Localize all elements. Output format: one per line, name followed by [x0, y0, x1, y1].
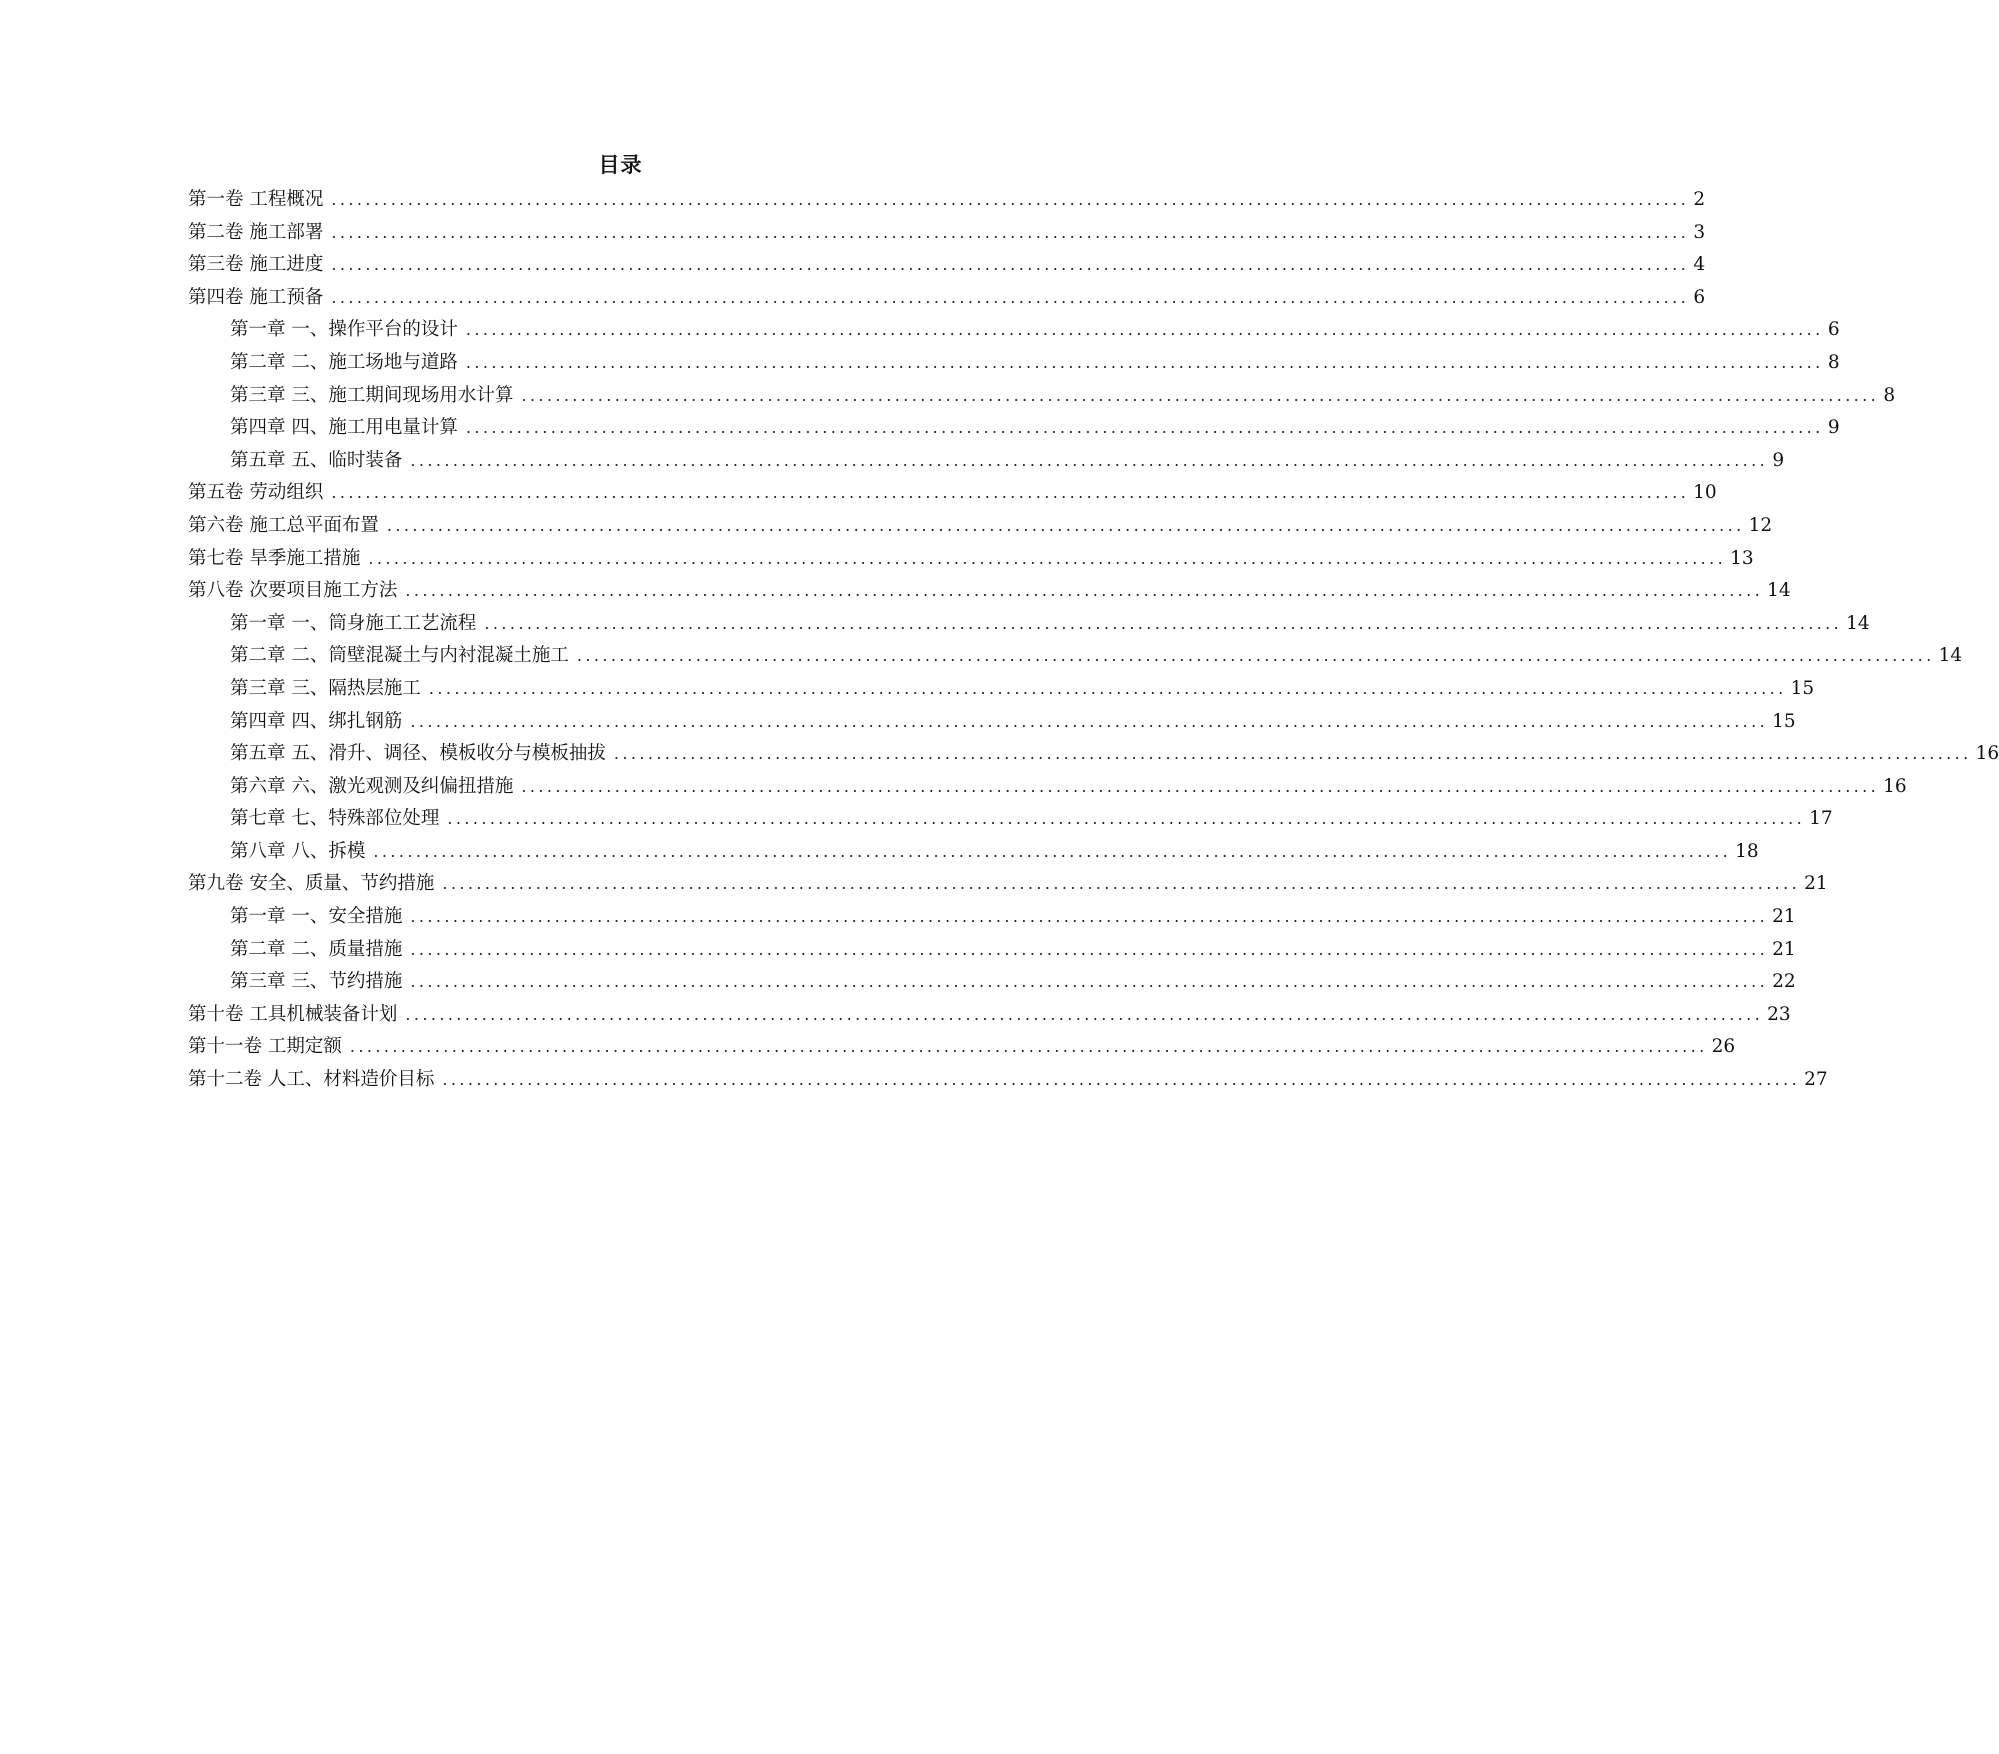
toc-entry-page: 23	[1767, 1003, 1791, 1025]
toc-entry-text: 第一章 一、安全措施	[230, 906, 403, 928]
toc-entry-text: 第一卷 工程概况	[188, 189, 324, 210]
toc-entry[interactable]	[188, 1032, 1736, 1065]
toc-dot-leader: ................................................................................................................................................................	[613, 744, 1972, 764]
toc-entry-text: 第四章 四、绑扎钢筋	[230, 710, 403, 732]
toc-entry-page: 16	[1975, 743, 1999, 765]
toc-entry-text: 第五章 五、临时装备	[230, 449, 403, 471]
toc-entry-page: 13	[1730, 547, 1754, 569]
toc-dot-leader: ................................................................................................................................................................	[410, 450, 1769, 470]
toc-dot-leader: ................................................................................................................................................................	[410, 972, 1769, 992]
toc-entry-page: 9	[1827, 417, 1840, 439]
toc-entry-page: 16	[1883, 775, 1907, 797]
toc-entry[interactable]	[188, 609, 1870, 642]
toc-entry-text: 第三章 三、隔热层施工	[230, 677, 421, 699]
toc-entry-page: 21	[1772, 938, 1796, 960]
toc-entry[interactable]	[188, 1065, 1828, 1098]
toc-dot-leader: ................................................................................................................................................................	[428, 678, 1787, 698]
toc-dot-leader: ................................................................................................................................................................	[410, 907, 1769, 927]
toc-dot-leader: ................................................................................................................................................................	[521, 385, 1880, 405]
toc-entry-text: 第二章 二、质量措施	[230, 938, 403, 960]
toc-entry[interactable]	[188, 772, 1907, 805]
toc-entry-page: 9	[1772, 449, 1785, 471]
toc-entry[interactable]	[188, 250, 1706, 283]
toc-dot-leader: ................................................................................................................................................................	[410, 939, 1769, 959]
toc-entry-page: 18	[1735, 840, 1759, 862]
toc-entry-text: 第八章 八、拆模	[230, 840, 366, 862]
toc-entry-page: 12	[1748, 514, 1773, 536]
toc-entry-text: 第二章 二、施工场地与道路	[230, 351, 458, 373]
toc-entry-text: 第一章 一、操作平台的设计	[230, 319, 458, 341]
toc-dot-leader: ................................................................................................................................................................	[386, 515, 1745, 535]
toc-dot-leader: ................................................................................................................................................................	[521, 776, 1880, 796]
toc-dot-leader: ................................................................................................................................................................	[331, 255, 1690, 275]
toc-entry[interactable]	[188, 641, 1963, 674]
toc-entry[interactable]	[188, 544, 1754, 577]
toc-entry-page: 26	[1711, 1036, 1736, 1058]
toc-entry-page: 6	[1693, 286, 1706, 308]
toc-entry[interactable]	[188, 511, 1773, 544]
toc-entry-text: 第七章 七、特殊部位处理	[230, 808, 440, 830]
toc-entry-text: 第四章 四、施工用电量计算	[230, 417, 458, 439]
toc-entry-page: 21	[1772, 906, 1796, 928]
toc-dot-leader: ................................................................................................................................................................	[484, 613, 1843, 633]
toc-entry-text: 第二卷 施工部署	[188, 221, 324, 243]
toc-dot-leader: ................................................................................................................................................................	[442, 1070, 1801, 1090]
toc-entry[interactable]	[188, 315, 1840, 348]
toc-entry-text: 第十卷 工具机械装备计划	[188, 1003, 398, 1025]
toc-dot-leader: ................................................................................................................................................................	[442, 874, 1801, 894]
toc-dot-leader: ................................................................................................................................................................	[576, 646, 1935, 666]
toc-entry-page: 2	[1693, 189, 1706, 210]
toc-dot-leader: ................................................................................................................................................................	[373, 841, 1732, 861]
toc-entry-text: 第三卷 施工进度	[188, 254, 324, 276]
toc-entry-page: 6	[1827, 319, 1840, 341]
toc-dot-leader: ................................................................................................................................................................	[331, 483, 1690, 503]
toc-entry-text: 第五章 五、滑升、调径、模板收分与模板抽拔	[230, 743, 606, 765]
toc-entry-text: 第十一卷 工期定额	[188, 1036, 342, 1058]
toc-entry[interactable]	[188, 381, 1896, 414]
toc-entry-text: 第七卷 旱季施工措施	[188, 547, 361, 569]
toc-dot-leader: ................................................................................................................................................................	[405, 581, 1764, 601]
toc-entry[interactable]	[188, 967, 1796, 1000]
toc-entry-page: 8	[1883, 384, 1896, 406]
toc-entry-page: 14	[1767, 580, 1791, 602]
toc-entry-text: 第十二卷 人工、材料造价目标	[188, 1069, 435, 1091]
toc-entry[interactable]	[188, 478, 1717, 511]
toc-dot-leader: ................................................................................................................................................................	[465, 320, 1824, 340]
toc-entry-text: 第三章 三、节约措施	[230, 971, 403, 993]
toc-entry-page: 14	[1938, 645, 1963, 667]
toc-dot-leader: ................................................................................................................................................................	[405, 1004, 1764, 1024]
toc-entry[interactable]	[188, 283, 1706, 316]
toc-dot-leader: ................................................................................................................................................................	[331, 190, 1690, 209]
toc-entry-page: 14	[1846, 612, 1870, 634]
toc-title: 目录	[598, 153, 643, 177]
toc-entry-text: 第六卷 施工总平面布置	[188, 514, 379, 536]
toc-entry-text: 第六章 六、激光观测及纠偏扭措施	[230, 775, 514, 797]
toc-dot-leader: ................................................................................................................................................................	[368, 548, 1727, 568]
toc-entry[interactable]	[188, 576, 1791, 609]
toc-entry-text: 第五卷 劳动组织	[188, 482, 324, 504]
toc-dot-leader: ................................................................................................................................................................	[349, 1037, 1708, 1057]
toc-entry-text: 第二章 二、筒壁混凝土与内衬混凝土施工	[230, 645, 569, 667]
toc-entry[interactable]	[188, 1000, 1791, 1033]
toc-dot-leader: ................................................................................................................................................................	[465, 418, 1824, 438]
toc-entry-text: 第四卷 施工预备	[188, 286, 324, 308]
toc-dot-leader: ................................................................................................................................................................	[331, 222, 1690, 242]
toc-dot-leader: ................................................................................................................................................................	[331, 287, 1690, 307]
toc-entry[interactable]	[188, 739, 1999, 772]
toc-entry[interactable]	[188, 348, 1840, 381]
toc-entry-page: 21	[1804, 873, 1828, 895]
toc-entry[interactable]	[188, 935, 1796, 968]
toc-dot-leader: ................................................................................................................................................................	[410, 711, 1769, 731]
toc-entry-text: 第一章 一、筒身施工工艺流程	[230, 612, 477, 634]
toc-entry-page: 4	[1693, 254, 1706, 276]
toc-list	[188, 185, 1999, 1098]
toc-entry[interactable]	[188, 837, 1759, 870]
toc-entry[interactable]	[188, 185, 1706, 218]
toc-entry[interactable]	[188, 413, 1840, 446]
toc-entry-page: 3	[1693, 221, 1706, 243]
toc-dot-leader: ................................................................................................................................................................	[447, 809, 1806, 829]
toc-entry-page: 10	[1693, 482, 1717, 504]
toc-entry-page: 8	[1827, 351, 1840, 373]
toc-entry[interactable]	[188, 707, 1796, 740]
toc-entry-page: 27	[1804, 1069, 1828, 1091]
toc-entry-page: 15	[1772, 710, 1796, 732]
toc-entry[interactable]	[188, 869, 1828, 902]
toc-entry[interactable]	[188, 446, 1785, 479]
toc-entry[interactable]	[188, 218, 1706, 251]
toc-entry[interactable]	[188, 902, 1796, 935]
toc-entry-page: 15	[1790, 677, 1815, 699]
toc-entry[interactable]	[188, 674, 1815, 707]
toc-entry[interactable]	[188, 804, 1833, 837]
toc-dot-leader: ................................................................................................................................................................	[465, 352, 1824, 372]
toc-entry-page: 22	[1772, 971, 1796, 993]
toc-entry-text: 第三章 三、施工期间现场用水计算	[230, 384, 514, 406]
toc-entry-text: 第八卷 次要项目施工方法	[188, 580, 398, 602]
toc-entry-text: 第九卷 安全、质量、节约措施	[188, 873, 435, 895]
toc-entry-page: 17	[1809, 808, 1833, 830]
